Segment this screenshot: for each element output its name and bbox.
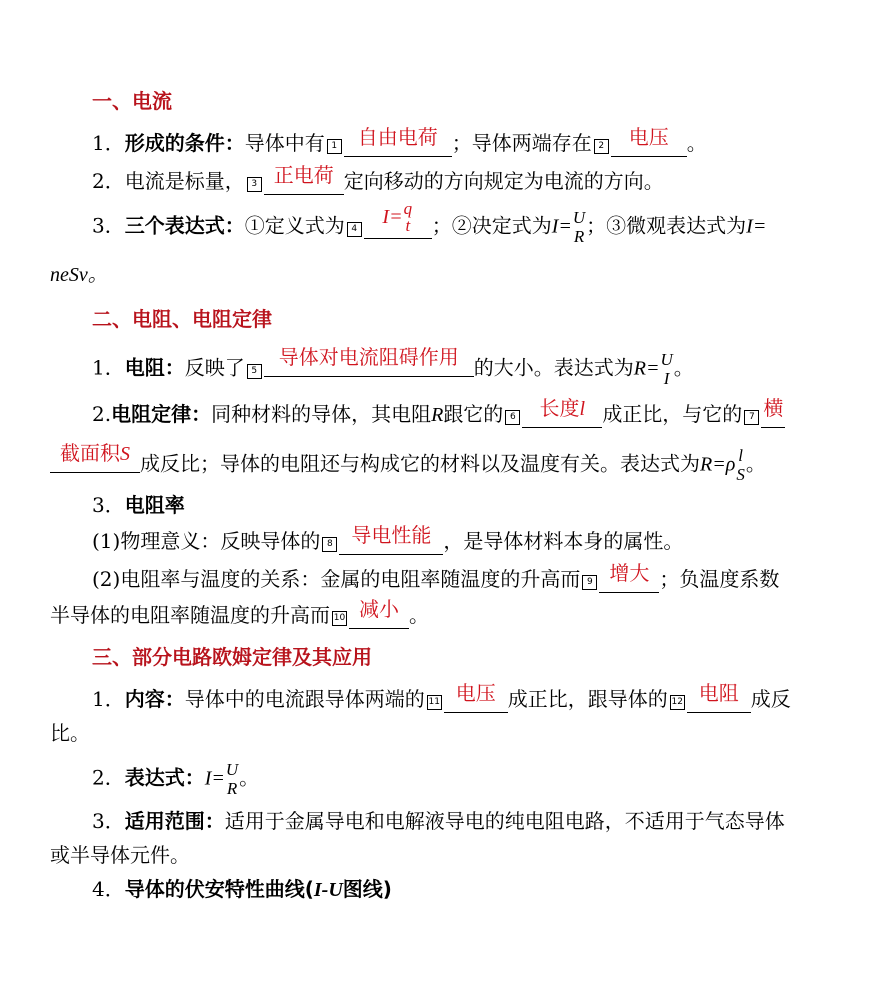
answer-blank-8: 导电性能 <box>339 528 443 555</box>
blank-number-1: 1 <box>327 139 342 154</box>
line-resistivity: 3．电阻率 <box>92 493 185 517</box>
line-iu-curve: 4．导体的伏安特性曲线(I-U图线) <box>92 877 392 901</box>
blank-number-2: 2 <box>594 139 609 154</box>
answer-blank-5: 导体对电流阻碍作用 <box>264 350 474 377</box>
section-heading-current: 一、电流 <box>92 89 172 113</box>
line-scope: 3．适用范围：适用于金属导电和电解液导电的纯电阻电路，不适用于气态导体 <box>92 809 785 833</box>
answer-blank-9: 增大 <box>599 566 659 593</box>
blank-number-8: 8 <box>322 537 337 552</box>
answer-blank-11: 电压 <box>444 686 508 713</box>
answer-blank-12: 电阻 <box>687 686 751 713</box>
answer-blank-2: 电压 <box>611 130 687 157</box>
blank-number-12: 12 <box>670 695 685 710</box>
line-continuation: neSv。 <box>50 264 108 286</box>
line-resistance-law: 2.电阻定律：同种材料的导体，其电阻R跟它的 6 长度l 成正比，与它的 7 横 <box>92 396 784 426</box>
answer-blank-7: 横 <box>761 401 785 428</box>
answer-blank-4: I= q t <box>364 208 432 239</box>
blank-number-3: 3 <box>247 177 262 192</box>
blank-number-11: 11 <box>427 695 442 710</box>
line-formation-condition: 1．形成的条件：导体中有 1 自由电荷 ；导体两端存在 2 电压 。 <box>92 125 707 155</box>
blank-number-6: 6 <box>505 410 520 425</box>
line-resistance: 1．电阻：反映了 5导体对电流阻碍作用 的大小。表达式为R= U I 。 <box>92 345 694 388</box>
formula-fraction: U R <box>572 208 586 246</box>
line-three-expressions: 3．三个表达式：①定义式为 4I= q t ；②决定式为I= U R ；③微观表达式为I= <box>92 199 767 246</box>
line-expression: 2．表达式：I= U R 。 <box>92 760 260 798</box>
line-physical-meaning: (1)物理意义：反映导体的 8 导电性能 ，是导体材料本身的属性。 <box>92 523 684 553</box>
item-label: 形成的条件： <box>124 131 245 155</box>
item-number: 1． <box>92 131 125 155</box>
answer-blank-10: 减小 <box>349 602 409 629</box>
line-semiconductor: 半导体的电阻率随温度的升高而 10 减小 。 <box>50 597 429 627</box>
answer-blank-6: 长度l <box>522 401 602 428</box>
line-content: 1．内容：导体中的电流跟导体两端的 11 电压 成正比，跟导体的 12 电阻 成反 <box>92 681 791 711</box>
blank-number-9: 9 <box>582 575 597 590</box>
line-current-direction: 2．电流是标量， 3 正电荷 定向移动的方向规定为电流的方向。 <box>92 163 664 193</box>
line-temperature-relation: (2)电阻率与温度的关系：金属的电阻率随温度的升高而 9 增大 ；负温度系数 <box>92 561 780 591</box>
blank-number-10: 10 <box>332 611 347 626</box>
line-resistance-law-cont: 截面积S 成反比；导体的电阻还与构成它的材料以及温度有关。表达式为R=ρ l S 。 <box>50 446 766 484</box>
blank-number-7: 7 <box>744 410 759 425</box>
line-scope-cont: 或半导体元件。 <box>50 843 190 867</box>
answer-blank-3: 正电荷 <box>264 168 344 195</box>
blank-number-4: 4 <box>347 222 362 237</box>
blank-number-5: 5 <box>247 364 262 379</box>
section-heading-ohms-law: 三、部分电路欧姆定律及其应用 <box>92 645 372 669</box>
line-content-cont: 比。 <box>50 721 90 745</box>
answer-blank-1: 自由电荷 <box>344 130 452 157</box>
section-heading-resistance: 二、电阻、电阻定律 <box>92 307 272 331</box>
